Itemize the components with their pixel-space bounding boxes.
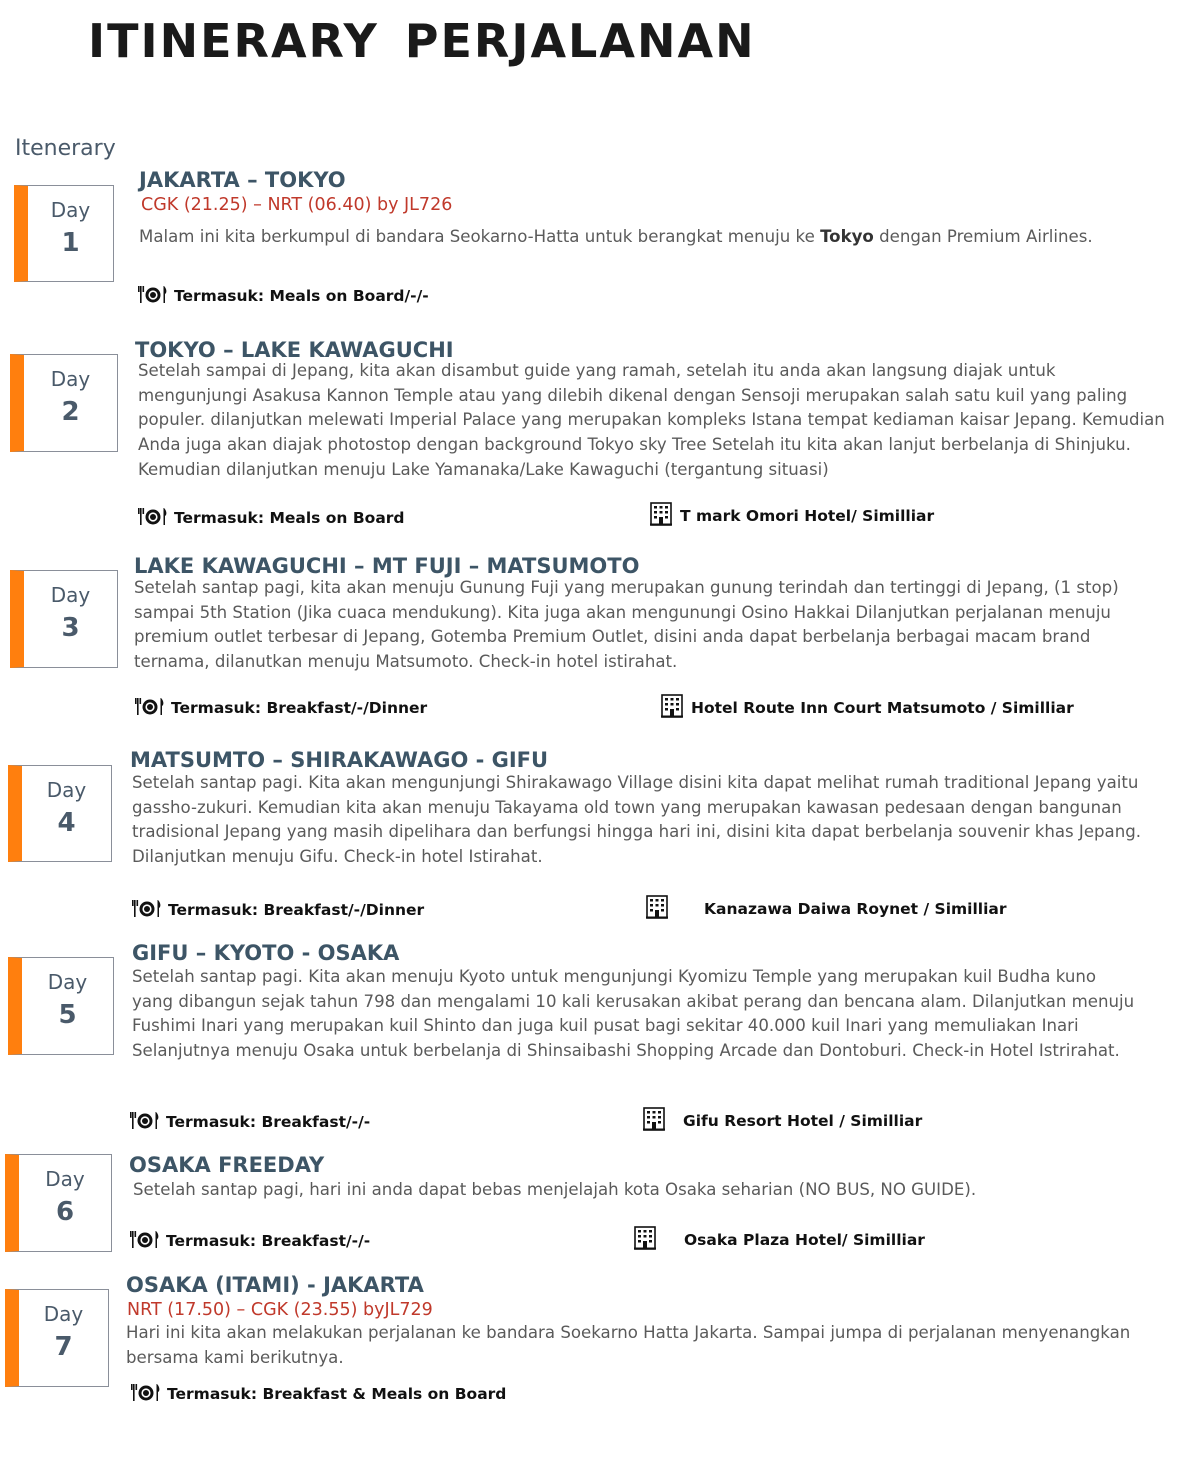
day-number: 3 bbox=[61, 613, 80, 643]
meal-icon bbox=[131, 1382, 161, 1406]
day-7-route: OSAKA (ITAMI) - JAKARTA bbox=[126, 1273, 424, 1297]
day-5-description: Setelah santap pagi. Kita akan menuju Kyoto untuk mengunjungi Kyomizu Temple yang merupakan kuil Budha kuno yang dibangun sejak tahun 798 dan mengalami 10 kali kerusakan akibat perang dan bencana alam. Dilanjutkan menuju Fushimi Inari yang merupakan kuil Shinto dan juga kuil pusat bagi sekitar 40.000 kuil Inari yang memuliakan Inari Selanjutnya menuju Osaka untuk berbelanja di Shinsaibashi Shopping Arcade dan Dontoburi. Check-in Hotel Istrirahat. bbox=[132, 967, 1135, 1061]
day-7-description: Hari ini kita akan melakukan perjalanan ke bandara Soekarno Hatta Jakarta. Sampai jumpa di perjalanan menyenangkan bersama kami berikutnya. bbox=[126, 1323, 1131, 1367]
day-label: Day bbox=[45, 1167, 85, 1191]
day-label: Day bbox=[50, 367, 91, 391]
day-7-flight: NRT (17.50) – CGK (23.55) byJL729 bbox=[127, 1300, 433, 1320]
day-1-meals: Termasuk: Meals on Board/-/- bbox=[138, 284, 429, 308]
day-number: 7 bbox=[54, 1332, 73, 1362]
day-2-description: Setelah sampai di Jepang, kita akan disambut guide yang ramah, setelah itu anda akan langsung diajak untuk mengunjungi Asakusa Kannon Temple atau yang dilebih dikenal dengan Sensoji merupakan salah satu kuil yang paling populer. dilanjutkan melewati Imperial Palace yang merupakan kompleks Istana tempat kediaman kaisar Jepang. Kemudian Anda juga akan diajak photostop dengan background Tokyo sky Tree Setelah itu kita akan lanjut berbelanja di Shinjuku. Kemudian dilanjutkan menuju Lake Yamanaka/Lake Kawaguchi (tergantung situasi) bbox=[138, 361, 1165, 479]
day-number: 2 bbox=[61, 397, 80, 427]
day-4-meals: Termasuk: Breakfast/-/Dinner bbox=[132, 898, 424, 922]
day-label: Day bbox=[43, 1302, 84, 1326]
hotel-icon bbox=[634, 1226, 656, 1254]
day-6-meals: Termasuk: Breakfast/-/- bbox=[130, 1229, 370, 1253]
meal-icon bbox=[138, 506, 168, 530]
hotel-icon bbox=[650, 502, 672, 530]
day-number: 4 bbox=[57, 808, 76, 838]
day-4-route: MATSUMTO – SHIRAKAWAGO - GIFU bbox=[130, 748, 549, 772]
section-label: Itenerary bbox=[15, 136, 116, 161]
day-3-route: LAKE KAWAGUCHI – MT FUJI – MATSUMOTO bbox=[134, 554, 640, 578]
day-number: 5 bbox=[58, 1000, 77, 1030]
meal-icon bbox=[132, 898, 162, 922]
day-3-description: Setelah santap pagi, kita akan menuju Gunung Fuji yang merupakan gunung terindah dan tertinggi di Jepang, (1 stop) sampai 5th Station (Jika cuaca mendukung). Kita juga akan mengunungi Osino Hakkai Dilanjutkan perjalanan menuju premium outlet terbesar di Jepang, Gotemba Premium Outlet, disini anda dapat berbelanja berbagai macam brand ternama, dilanutkan menuju Matsumoto. Check-in hotel istirahat. bbox=[134, 578, 1119, 672]
day-badge-5 bbox=[8, 957, 114, 1055]
day-1-description: Malam ini kita berkumpul di bandara Seokarno-Hatta untuk berangkat menuju ke Tokyo dengan Premium Airlines. bbox=[139, 227, 1093, 246]
day-6-route: OSAKA FREEDAY bbox=[129, 1153, 325, 1177]
hotel-icon bbox=[661, 694, 683, 722]
day-6-hotel: Osaka Plaza Hotel/ Similliar bbox=[634, 1226, 925, 1254]
day-5-hotel: Gifu Resort Hotel / Similliar bbox=[643, 1107, 922, 1135]
day-3-hotel: Hotel Route Inn Court Matsumoto / Similliar bbox=[661, 694, 1074, 722]
day-label: Day bbox=[50, 198, 91, 222]
day-4-description: Setelah santap pagi. Kita akan mengunjungi Shirakawago Village disini kita dapat melihat rumah traditional Jepang yaitu gassho-zukuri. Kemudian kita akan menuju Takayama old town yang merupakan kawasan pedesaan dengan bangunan tradisional Jepang yang masih dipelihara dan berfungsi hingga hari ini, disini kita dapat berbelanja souvenir khas Jepang. Dilanjutkan menuju Gifu. Check-in hotel Istirahat. bbox=[132, 773, 1142, 867]
day-2-meals: Termasuk: Meals on Board bbox=[138, 506, 405, 530]
day-label: Day bbox=[50, 583, 91, 607]
day-5-meals: Termasuk: Breakfast/-/- bbox=[130, 1110, 370, 1134]
day-label: Day bbox=[47, 970, 88, 994]
hotel-icon bbox=[646, 895, 668, 923]
day-badge-2 bbox=[10, 354, 118, 452]
meal-icon bbox=[138, 284, 168, 308]
day-7-meals: Termasuk: Breakfast & Meals on Board bbox=[131, 1382, 506, 1406]
meal-icon bbox=[130, 1229, 160, 1253]
day-2-route: TOKYO – LAKE KAWAGUCHI bbox=[135, 338, 454, 362]
day-badge-4 bbox=[8, 765, 112, 862]
page-title: ITINERARY PERJALANAN bbox=[88, 14, 756, 68]
meal-icon bbox=[130, 1110, 160, 1134]
day-badge-3 bbox=[10, 570, 118, 668]
day-badge-1 bbox=[14, 185, 114, 282]
day-2-hotel: T mark Omori Hotel/ Similliar bbox=[650, 502, 934, 530]
day-1-route: JAKARTA – TOKYO bbox=[139, 168, 346, 192]
day-1-flight: CGK (21.25) – NRT (06.40) by JL726 bbox=[141, 195, 453, 215]
day-6-description: Setelah santap pagi, hari ini anda dapat bebas menjelajah kota Osaka seharian (NO BUS, NO GUIDE). bbox=[133, 1180, 977, 1199]
day-label: Day bbox=[46, 778, 87, 802]
hotel-icon bbox=[643, 1107, 665, 1135]
day-badge-7 bbox=[5, 1289, 109, 1387]
day-3-meals: Termasuk: Breakfast/-/Dinner bbox=[135, 696, 427, 720]
day-4-hotel: Kanazawa Daiwa Roynet / Similliar bbox=[646, 895, 1007, 923]
day-badge-6 bbox=[5, 1154, 112, 1252]
day-number: 1 bbox=[61, 228, 80, 258]
meal-icon bbox=[135, 696, 165, 720]
day-5-route: GIFU – KYOTO - OSAKA bbox=[132, 941, 400, 965]
day-number: 6 bbox=[55, 1197, 75, 1227]
